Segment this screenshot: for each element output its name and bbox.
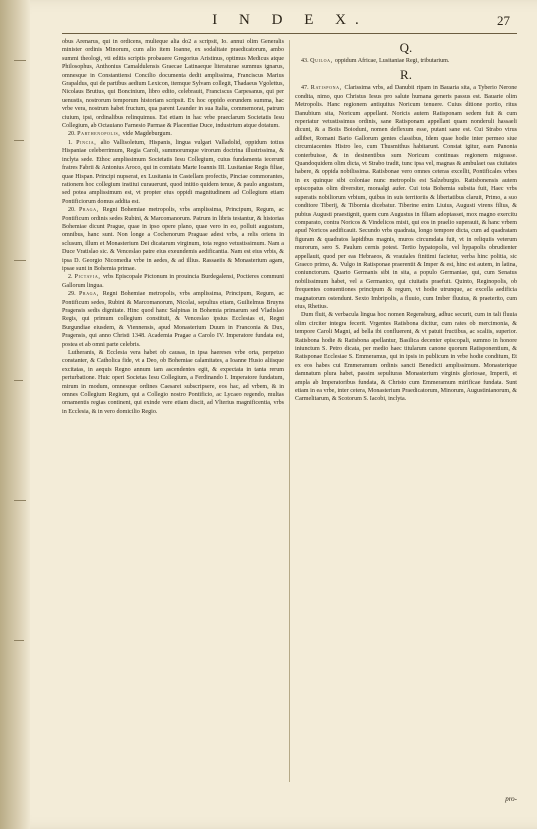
left-column [62, 38, 284, 416]
section-letter: R. [400, 67, 412, 83]
index-entry [62, 130, 284, 138]
index-entry [62, 206, 284, 273]
entry-headword: Ratispona, [310, 85, 345, 92]
index-entry [295, 84, 517, 311]
column-divider [289, 40, 290, 782]
entry-text: Lutheranis, & Ecclesia vera habet ob causas, in ipsa haereses vrbe orta, perpetuo constanter, & Catholica fide, vt a Deo, ob Bohemiae calamitates, a Ioanne Husio aliisque excitatas, in aequis Regno annum iam ascendentes egit, & expectata in tanta rerum perturbatione. Huic operi Societas Iesu Collegium, a Ferdinando I. Imperatore fundatum, mirum in modum, omnesque ordines Caesarei subscripsere, eos hac, ad vrbem, & in omnes Collegium Regium, qui a Collegio nostro Pontificio, ac Lycaeo regendo, multas ornamentis regias continent, qui exinde vere etiam discit, ad Vlterius magnificentia, vrbs in Ecclesia, & in vero domicilio Regio. [62, 350, 284, 415]
page-number: 27 [497, 13, 510, 28]
index-entry [62, 139, 284, 206]
index-entry [295, 57, 517, 65]
entry-headword: Quiloa, [310, 58, 335, 64]
entry-headword: Praga, [78, 291, 103, 298]
entry-headword: Pincia, [76, 139, 101, 146]
entry-text: vide Magdeburgum. [122, 131, 172, 138]
left-entries [62, 130, 284, 416]
entry-number: 20. [68, 131, 78, 138]
entry-text: Dum fluit, & verbacula lingua hoc nomen Regensburg, adhuc securit, cum in tali fluuia olim circiter integra fecerit. Vrgentes Ratisbona dicitur, cum rates ob mercimonia, & tempore Caroli Magni, ad bella ibi confluerent, & vt patuit fructibus, ac scaliis, superior. Ratisbona hodie & Ratisbona apellantur, Basilica decenter episcopali, summo in honore iniunctum S. Petro dicata, per medio haec titularum canone quorum Ratisponentium, & Ratisponae Ecclesiae S. Emmeramus, qui in ipsis in publicum in vrbe hodie conditum, Et ex eos habes cui Emmeramum ordinis sancti Benedicti amplissimum. Monasterique damnatum plura habet, passim sepulturas Monasterium virginis gloriosae, Imperii, et ampla ab Imperatoribus fundata, & Christo cum Emmeramum mirificae fundata. Sunt etiam in ea vrbe, inter cetera, Monasterium Praedicatorum, Minorum, Augustinianorum, & Carmelitarum, & Scotorum S. Iacobi, inclyta. [295, 312, 517, 403]
entry-number: 2. [68, 274, 75, 281]
entry-text: Clarissima vrbs, ad Danubii ripam in Bauaria sita, a Tyberio Nerone condita, nimo, quo Christus Iesus pro salute humana generis passus est. Bauarie olim Metropolis. Hanc regionem antiquitus Noricum tenuere. Cuius ditione portio, ritus Danubium sita, Noricum appellant. Noricis autem Ratisponam sedem fuit & cum reperiatur vetustissimus ordinis, sane Ratisponam appellant quam nonderuli hassaeli dicunt, & a Boiis Boioduni, nomen deflexum esse, putant sane est. Cui Strabo virus adlibet, Romani Bario Gallorum gentes classibus, Idem quae hodie inter permeo siue circumiacentes Histro leo, cum Thusmithus habitarunt. Constat igitur, eam Panonia conterbuisse, & in desinentibus sum Noricum continuas regionem migrasse. Quandoquidem olim dicta, vt Strabo tradit, tunc ipsa vel, magnas & ambulaet oas ciuitates habere, & oppida nobilissima. Ratisbonae vero omnes ceteras excellit, Pontificales vrbes in ex quinque sibi coloniae nunc metropolis est Salzeburgio. Ratisbonensis autem episcopatus olim diversiter, moraalgi aufer. Cui tota Bohemia subsita fuit, Haec vrbs superatis nobiliorum vrbium, quibus in suis territoriis & libertatibus claruit, Primo, a suo conditore Tiberij, & Tibornia dicebatur. Tiberine enim Liuius, Augusti virens filius, & pubius Augusti praestignit, quem cum Augustus in filiam adoptasset, mox magno exercitu comparato, contra Noricos & Vindelicos misit, qui eos in praelio superauit, & hanc vrbem apud Noricos aedificauit. Secundo vrbs quadrata, longo tempore dicta, cum ad quadratam figuram & quadratos lapidibus magnis, muros circumdata fuit, vt in reliquiis veterum murorum, sero S. Paulum cernis potest. Tertio hypatopolis, vel hypapolis obrudienter appellauit, quod per eas Hebraeos, & vrauiales finitimi facietur, verba hinc politia, sic Graeco primo, &. Vulgo in Ratisponae praerentit & Imper & est, hinc est autem, in latina, coniunctorum. Quarto Germanis sibi in sita, a populo Germaniae, qui, cum Senatus nobilissimum habet, vel a Germanico, qui ciuitatis praefuit. Quinto, Reginopolis, ob frequentes conuentiones principum & regum, vt hodie utrunque, ac excella aedificia magnatorum ostendunt. Sexto Imbripolis, a fluuio, cum Imber fluuius, & praeterito, cum eius, Rhetius. [295, 85, 517, 310]
section-letter: Q. [399, 40, 413, 55]
index-entry [295, 311, 517, 403]
running-head [70, 12, 510, 32]
entry-headword: Praga, [78, 207, 103, 214]
entry-headword: Pictavia, [74, 274, 103, 281]
entry-number: 47. [301, 85, 311, 92]
lead-paragraph: obus Arenarus, qui in ordicens, mulieque alia do2 a scripsit, Io. annui olim Generalis minister ordinis Minorum, cum alio item Ioanne, ex sodalitate praedicatorum, ambo summi theologi, vti editis scriptis probauere Gregorius Aristinus, optimus Medicus atque Philosophus, Anthonius Camaldulensis Graecae Latinaeque literaturae summus ignarus, omnesque in Constantiensi Concilio documenta dedit amplissima, Franciscus Marius Grapaldus, qui de partibus aedium Lexicon, itemque Sylvam collegit, Thadaeus Vgolettus, Nicolaus Brutius, qui Boncinium, libro edito, celebrauit, Franciscus Carpesanus, qui per uenustis, nostrorum temporum historiam scripsit. Ex hoc oppido eorundem summa, hac vrbe vera, nostrum habet fructum, qua parent Leander in sua Italia, commemorat, patrum ciuium, ipsi, ordinalibus relinquimus. Est etiam in hac vrbe praeclarum Societatis Iesu Collegium, ab Octauiano Farnesio Parmae & Placentiae Duce, industrium atque dotatum. [62, 39, 284, 130]
entry-number: 20. [68, 207, 79, 214]
header-rule [62, 33, 517, 34]
right-sections [295, 40, 517, 404]
index-entry [62, 290, 284, 349]
binding-gutter [0, 0, 30, 829]
entry-number: 1. [68, 139, 77, 146]
index-entry [62, 273, 284, 290]
catchword: pro- [505, 795, 517, 803]
entry-headword: Parthenopolis, [77, 131, 123, 138]
entry-number: 29. [68, 291, 79, 298]
right-column [295, 38, 517, 404]
entry-text: alio Vallisoletum, Hispanis, lingua vulgari Valladolid, oppidum totius Hispaniae celeberrimum, Regia Caroli, summorumque virorum doctrina illustrissima, & inclyta sede. Ethoc amplissimum Societatis Iesu Collegium, cuius fundamenta iecerunt fratres Fabrii & Antonius Aroco, qui in comitatu Marte Ioannis III. Lusitaniae Regis filiae, quae Hispan. Principi nupserat, ex Lusitania in Castellam profectis, Pinciae commorantes, rationem hoc collegium institui curauerunt, quod intitio quidem tenue, & paulo angustum, sed potea amplissimum est, vt propter eius oppidi magnitudinem ad Collegium etiam Pontificiorum domus addita est. [62, 139, 284, 205]
page-title: I N D E X. [212, 12, 368, 28]
entry-text: vrbs Episcopale Pictonum in prouincia Burdegalensi, Poctieres communi Gallorum lingua. [62, 274, 284, 289]
entry-number: 43. [301, 58, 311, 64]
entry-text: oppidum Africae, Lusitaniae Regi, tributarium. [334, 58, 450, 64]
entry-text: Regni Bohemiae metropolis, vrbs amplissima, Principum, Regum, ac Pontificum sedes, Rubini & Marcomanorum, Nicolai, sepultus etiam, Guilielmus Bruyns Pragensis sedis dignitate. Hinc quod hanc Salpinas in Bohemia primarum sed Vladislao Regis, qui primum collegium constituit, & Venceslao ipsius Ecclesias ei, Regni Burgundiae eiusdem, & Viennensis, apud Monasterium Duum in Franconia & Dux, Pragensis, qui anno Christi 1348. Academia Pragae a Carolo IV. Imperatore fundata est, postea et ab omni parte celebris. [62, 291, 284, 348]
entry-text: Regni Bohemiae metropolis, vrbs amplissima, Principum, Regum, ac Pontificum ordinis sedes Rubini, & Marcomanorum. Patrum in libris testantur, & historias Bohemiae dicunt Prague, quae in ipso opere plano, quae vero in eo, polluit augustum, omnibus, hanc sunt. Non longe a Cochenorum Praguae adest vrbs, a relis oriens in sclusum, illum et Monasterium Dei dicatarum virginum, tota regno vetustissimum. Nam a Duce Vratislao sic. & Venceslao patre eius exeundemis aedificantia. Nam est eius vrbis, & ipsa D. Georgio Nicomedia vrbe in aedes, & ad illius. Rassaeiis & Monasterium agam, ipsae sunt in Bohemia primae. [62, 207, 284, 272]
index-entry [62, 349, 284, 416]
